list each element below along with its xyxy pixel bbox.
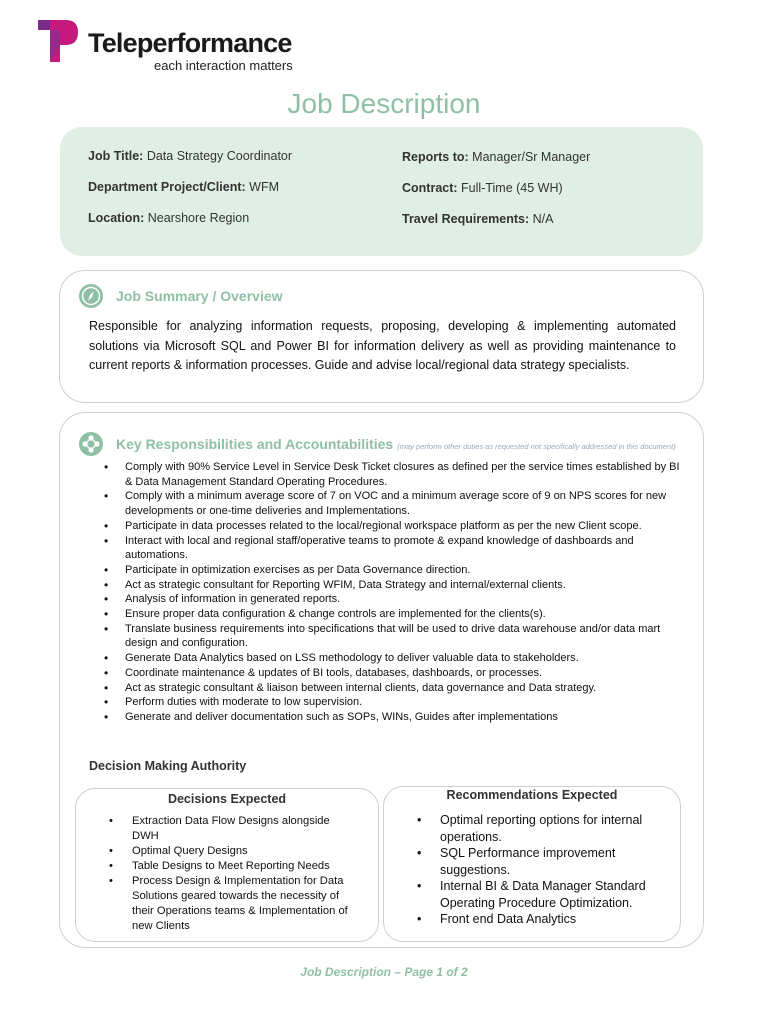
company-logo — [36, 18, 316, 74]
job-title-value: Data Strategy Coordinator — [146, 149, 293, 163]
responsibilities-note: (may perform other duties as requested not specifically addressed in this document) — [397, 442, 676, 451]
document-title: Job Description — [287, 88, 481, 119]
responsibility-item: • Perform duties with moderate to low supervision. — [61, 695, 687, 710]
decisions-card — [75, 788, 379, 942]
job-summary-text: Responsible for analyzing information requests, proposing, developing & implementing automated solutions via Microsoft SQL and Power BI for information delivery as well as providing maintenance to current reports & information processes. Guide and advise local/regional data strategy specialists. — [89, 319, 676, 372]
page-footer: Job Description – Page 1 of 2 — [300, 965, 468, 979]
travel-field — [402, 212, 553, 226]
job-title-field — [88, 149, 292, 163]
responsibility-item: • Generate Data Analytics based on LSS methodology to deliver valuable data to stakeholders. — [61, 651, 687, 666]
decision-item: • Extraction Data Flow Designs alongside DWH — [76, 814, 356, 844]
job-summary-card — [59, 270, 704, 403]
recommendations-list — [384, 812, 669, 928]
responsibility-item: • Participate in optimization exercises as per Data Governance direction. — [61, 563, 687, 578]
contract-field — [402, 181, 563, 195]
reports-to-value: Manager/Sr Manager — [472, 150, 591, 164]
brand-tagline: each interaction matters — [154, 58, 293, 73]
travel-label: Travel Requirements: — [402, 212, 530, 226]
responsibilities-list — [61, 460, 687, 725]
responsibility-item: • Comply with 90% Service Level in Service Desk Ticket closures as defined per the service times established by BI & Data Management Standard Operating Procedures. — [61, 460, 687, 489]
department-field — [88, 180, 279, 194]
contract-label: Contract: — [402, 181, 458, 195]
recommendation-item: • Front end Data Analytics — [384, 911, 669, 928]
recommendation-item: • Optimal reporting options for internal operations. — [384, 812, 669, 845]
recommendation-item: • Internal BI & Data Manager Standard Operating Procedure Optimization. — [384, 878, 669, 911]
responsibilities-heading — [116, 436, 676, 452]
responsibility-item: • Generate and deliver documentation such as SOPs, WINs, Guides after implementations — [61, 710, 687, 725]
brand-name: Teleperformance — [88, 28, 292, 58]
responsibility-item: • Comply with a minimum average score of 7 on VOC and a minimum average score of 9 on NPS scores for new developments or one-time deliveries and Implementations. — [61, 489, 687, 518]
decision-item: • Process Design & Implementation for Data Solutions geared towards the necessity of their Operations teams & Implementation of new Clients — [76, 874, 356, 934]
teleperformance-logo-icon — [36, 18, 80, 64]
responsibilities-title: Key Responsibilities and Accountabilities — [116, 436, 394, 452]
reports-to-field — [402, 150, 590, 164]
responsibility-item: • Analysis of information in generated reports. — [61, 592, 687, 607]
location-value: Nearshore Region — [147, 211, 250, 225]
reports-to-label: Reports to: — [402, 150, 469, 164]
location-label: Location: — [88, 211, 145, 225]
responsibility-item: • Act as strategic consultant for Reporting WFIM, Data Strategy and internal/external clients. — [61, 578, 687, 593]
network-icon — [78, 431, 104, 457]
responsibilities-card — [59, 412, 704, 948]
recommendation-item: • SQL Performance improvement suggestions. — [384, 845, 669, 878]
contract-value: Full-Time (45 WH) — [461, 181, 563, 195]
department-value: WFM — [249, 180, 280, 194]
travel-value: N/A — [532, 212, 554, 226]
responsibility-item: • Ensure proper data configuration & change controls are implemented for the clients(s). — [61, 607, 687, 622]
department-label: Department Project/Client: — [88, 180, 246, 194]
recommendations-title: Recommendations Expected — [446, 788, 618, 802]
responsibility-item: • Interact with local and regional staff/operative teams to promote & expand knowledge of dashboards and automations. — [61, 534, 687, 563]
compass-icon — [78, 283, 104, 309]
responsibility-item: • Act as strategic consultant & liaison between internal clients, data governance and Data strategy. — [61, 681, 687, 696]
job-summary-heading: Job Summary / Overview — [116, 288, 283, 304]
location-field — [88, 211, 249, 225]
job-info-panel — [60, 127, 703, 256]
decision-item: • Optimal Query Designs — [76, 844, 356, 859]
recommendations-card — [383, 786, 681, 942]
decisions-title: Decisions Expected — [167, 792, 287, 806]
decisions-list — [76, 814, 356, 934]
responsibility-item: • Translate business requirements into specifications that will be used to drive data warehouse and/or data mart design and configuration. — [61, 622, 687, 651]
responsibility-item: • Participate in data processes related to the local/regional workspace platform as per the new Client scope. — [61, 519, 687, 534]
decision-item: • Table Designs to Meet Reporting Needs — [76, 859, 356, 874]
decision-making-title: Decision Making Authority — [89, 759, 247, 773]
responsibility-item: • Coordinate maintenance & updates of BI tools, databases, dashboards, or processes. — [61, 666, 687, 681]
job-title-label: Job Title: — [88, 149, 144, 163]
